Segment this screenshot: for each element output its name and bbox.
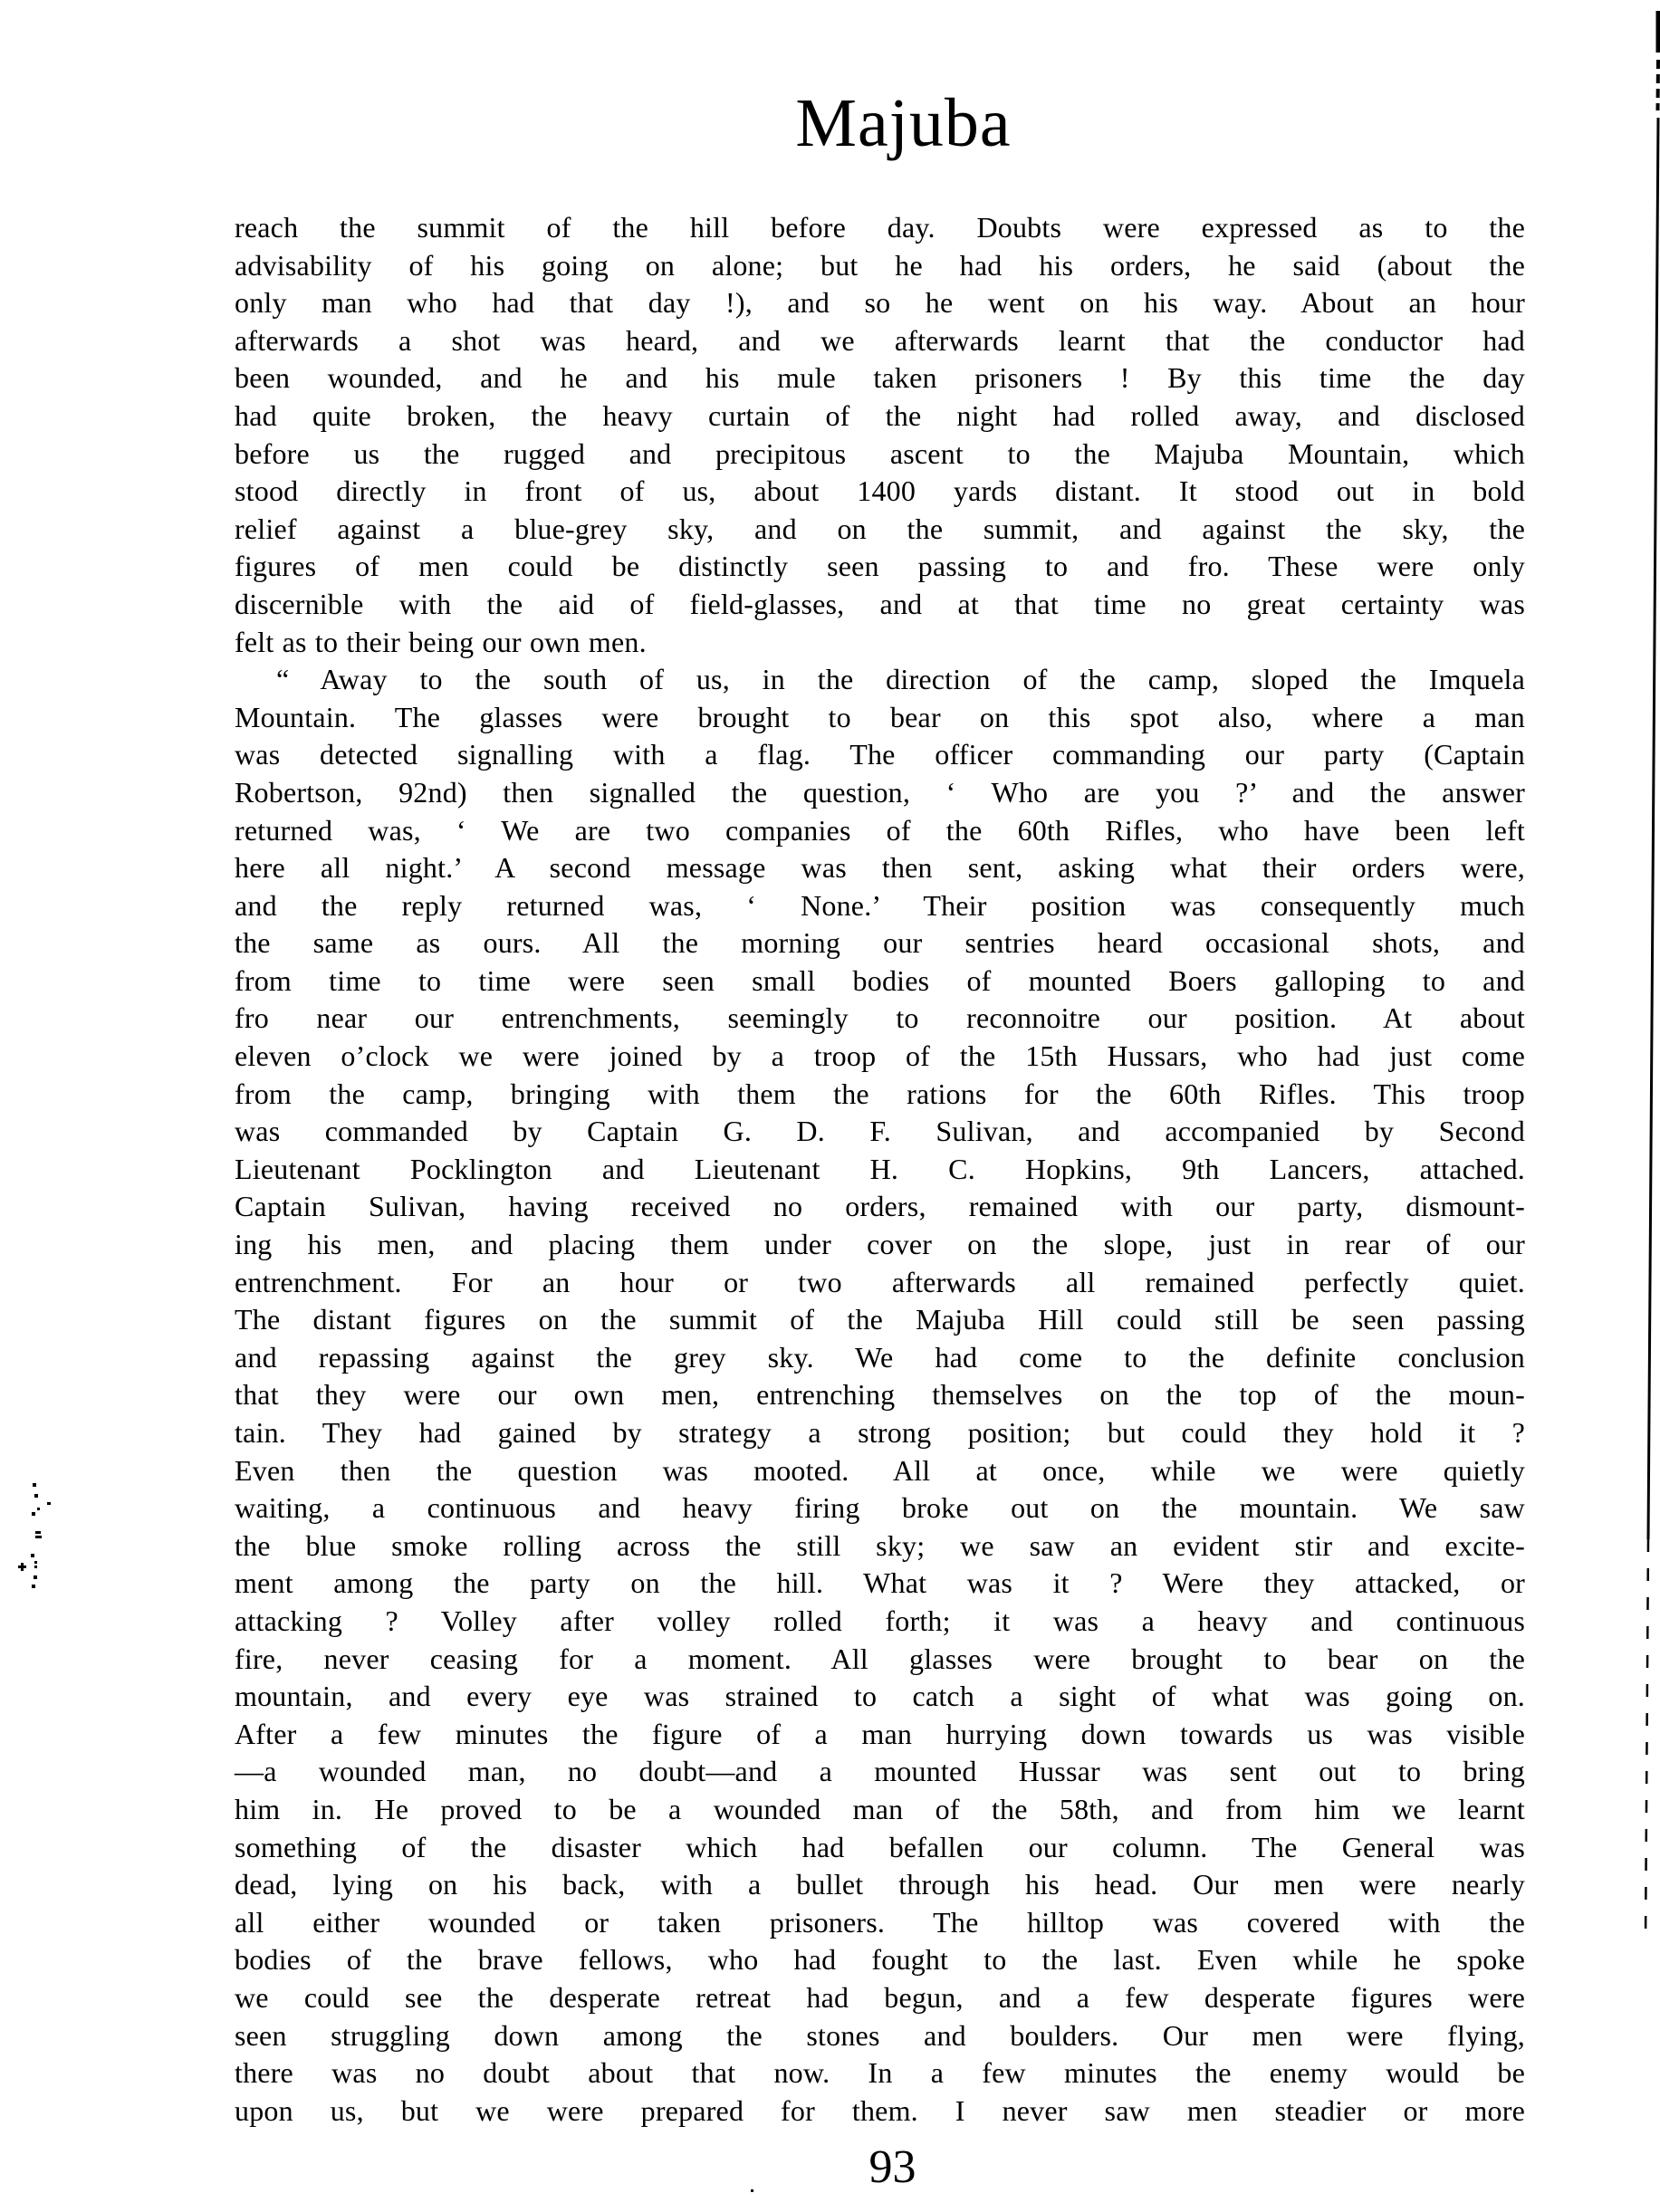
text-line: Captain Sulivan, having received no orders, remained with our party, dismount- bbox=[235, 1190, 1525, 1223]
text-line: dead, lying on his back, with a bullet through his head. Our men were nearly bbox=[235, 1868, 1525, 1901]
text-line: the same as ours. All the morning our sentries heard occasional shots, and bbox=[235, 926, 1525, 960]
text-line: afterwards a shot was heard, and we afterwards learnt that the conductor had bbox=[235, 323, 1525, 357]
page-number: 93 bbox=[868, 2141, 916, 2193]
text-line: him in. He proved to be a wounded man of the 58th, and from him we learnt bbox=[235, 1792, 1525, 1825]
text-line: ing his men, and placing them under cover on the slope, just in rear of our bbox=[235, 1228, 1525, 1261]
scan-speck bbox=[34, 1575, 37, 1579]
scan-speck bbox=[34, 1566, 37, 1568]
text-line: figures of men could be distinctly seen passing to and fro. These were only bbox=[235, 550, 1525, 583]
scan-edge-line bbox=[1638, 0, 1660, 2212]
text-line: all either wounded or taken prisoners. The hilltop was covered with the bbox=[235, 1905, 1525, 1939]
text-line: and the reply returned was, ‘ None.’ Their position was consequently much bbox=[235, 888, 1525, 922]
page-title: Majuba bbox=[795, 85, 1012, 161]
text-line: something of the disaster which had befallen our column. The General was bbox=[235, 1830, 1525, 1863]
text-line: discernible with the aid of field-glasses, and at that time no great certainty was bbox=[235, 587, 1525, 620]
text-line: The distant figures on the summit of the Majuba Hill could still be seen passing bbox=[235, 1303, 1525, 1336]
text-line: fire, never ceasing for a moment. All glasses were brought to bear on the bbox=[235, 1642, 1525, 1675]
text-line: here all night.’ A second message was then sent, asking what their orders were, bbox=[235, 851, 1525, 885]
text-line: been wounded, and he and his mule taken prisoners ! By this time the day bbox=[235, 361, 1525, 395]
text-line: seen struggling down among the stones and boulders. Our men were flying, bbox=[235, 2018, 1525, 2052]
text-line: eleven o’clock we were joined by a troop of the 15th Hussars, who had just come bbox=[235, 1039, 1525, 1073]
text-line: Mountain. The glasses were brought to bear on this spot also, where a man bbox=[235, 700, 1525, 733]
scan-speck bbox=[751, 2189, 753, 2192]
text-line: Even then the question was mooted. All at once, while we were quietly bbox=[235, 1453, 1525, 1487]
text-line: we could see the desperate retreat had begun, and a few desperate figures were bbox=[235, 1980, 1525, 2014]
text-line: advisability of his going on alone; but he had his orders, he said (about the bbox=[235, 248, 1525, 282]
text-line: from the camp, bringing with them the rations for the 60th Rifles. This troop bbox=[235, 1077, 1525, 1110]
text-line: bodies of the brave fellows, who had fought to the last. Even while he spoke bbox=[235, 1943, 1525, 1977]
text-line: there was no doubt about that now. In a few minutes the enemy would be bbox=[235, 2056, 1525, 2090]
text-line: ment among the party on the hill. What was it ? Were they attacked, or bbox=[235, 1566, 1525, 1600]
scan-speck bbox=[32, 1512, 35, 1516]
text-line: attacking ? Volley after volley rolled forth; it was a heavy and continuous bbox=[235, 1604, 1525, 1637]
scan-speck bbox=[21, 1563, 24, 1571]
text-line: was commanded by Captain G. D. F. Sulivan, and accompanied by Second bbox=[235, 1115, 1525, 1148]
scan-speck bbox=[47, 1502, 51, 1505]
scan-speck bbox=[35, 1531, 41, 1534]
text-line: before us the rugged and precipitous ascent to the Majuba Mountain, which bbox=[235, 436, 1525, 470]
text-line: tain. They had gained by strategy a strong position; but could they hold it ? bbox=[235, 1416, 1525, 1449]
scan-speck bbox=[35, 1536, 42, 1538]
scan-speck bbox=[32, 1585, 35, 1588]
scan-speck bbox=[31, 1554, 34, 1557]
text-line: After a few minutes the figure of a man hurrying down towards us was visible bbox=[235, 1717, 1525, 1750]
text-line: waiting, a continuous and heavy firing broke out on the mountain. We saw bbox=[235, 1491, 1525, 1525]
scan-speck bbox=[34, 1494, 38, 1498]
text-line: —a wounded man, no doubt—and a mounted Hussar was sent out to bring bbox=[235, 1755, 1525, 1788]
text-line: entrenchment. For an hour or two afterwards all remained perfectly quiet. bbox=[235, 1265, 1525, 1298]
text-line: mountain, and every eye was strained to catch a sight of what was going on. bbox=[235, 1680, 1525, 1713]
text-line: the blue smoke rolling across the still sky; we saw an evident stir and excite- bbox=[235, 1528, 1525, 1562]
text-line: fro near our entrenchments, seemingly to reconnoitre our position. At about bbox=[235, 1001, 1525, 1035]
text-line: from time to time were seen small bodies of mounted Boers galloping to and bbox=[235, 963, 1525, 997]
scan-speck bbox=[37, 1508, 40, 1510]
text-line: relief against a blue-grey sky, and on the summit, and against the sky, the bbox=[235, 512, 1525, 545]
text-line: and repassing against the grey sky. We had come to the definite conclusion bbox=[235, 1340, 1525, 1374]
text-line: “ Away to the south of us, in the direction of the camp, sloped the Imquela bbox=[276, 663, 1525, 696]
text-line: Robertson, 92nd) then signalled the question, ‘ Who are you ?’ and the answer bbox=[235, 775, 1525, 809]
text-line: returned was, ‘ We are two companies of the 60th Rifles, who have been left bbox=[235, 813, 1525, 847]
text-line: upon us, but we were prepared for them. I never saw men steadier or more bbox=[235, 2093, 1525, 2127]
text-line: was detected signalling with a flag. The officer commanding our party (Captain bbox=[235, 738, 1525, 771]
text-line: reach the summit of the hill before day. Doubts were expressed as to the bbox=[235, 211, 1525, 244]
text-line: felt as to their being our own men. bbox=[235, 625, 647, 658]
text-line: only man who had that day !), and so he went on his way. About an hour bbox=[235, 286, 1525, 320]
scan-speck bbox=[33, 1483, 36, 1487]
text-block bbox=[235, 209, 1525, 2130]
text-line: Lieutenant Pocklington and Lieutenant H. C. Hopkins, 9th Lancers, attached. bbox=[235, 1152, 1525, 1185]
text-line: had quite broken, the heavy curtain of the night had rolled away, and disclosed bbox=[235, 398, 1525, 432]
scan-speck bbox=[34, 1561, 37, 1564]
text-line: stood directly in front of us, about 1400 yards distant. It stood out in bold bbox=[235, 474, 1525, 508]
text-line: that they were our own men, entrenching themselves on the top of the moun- bbox=[235, 1378, 1525, 1412]
